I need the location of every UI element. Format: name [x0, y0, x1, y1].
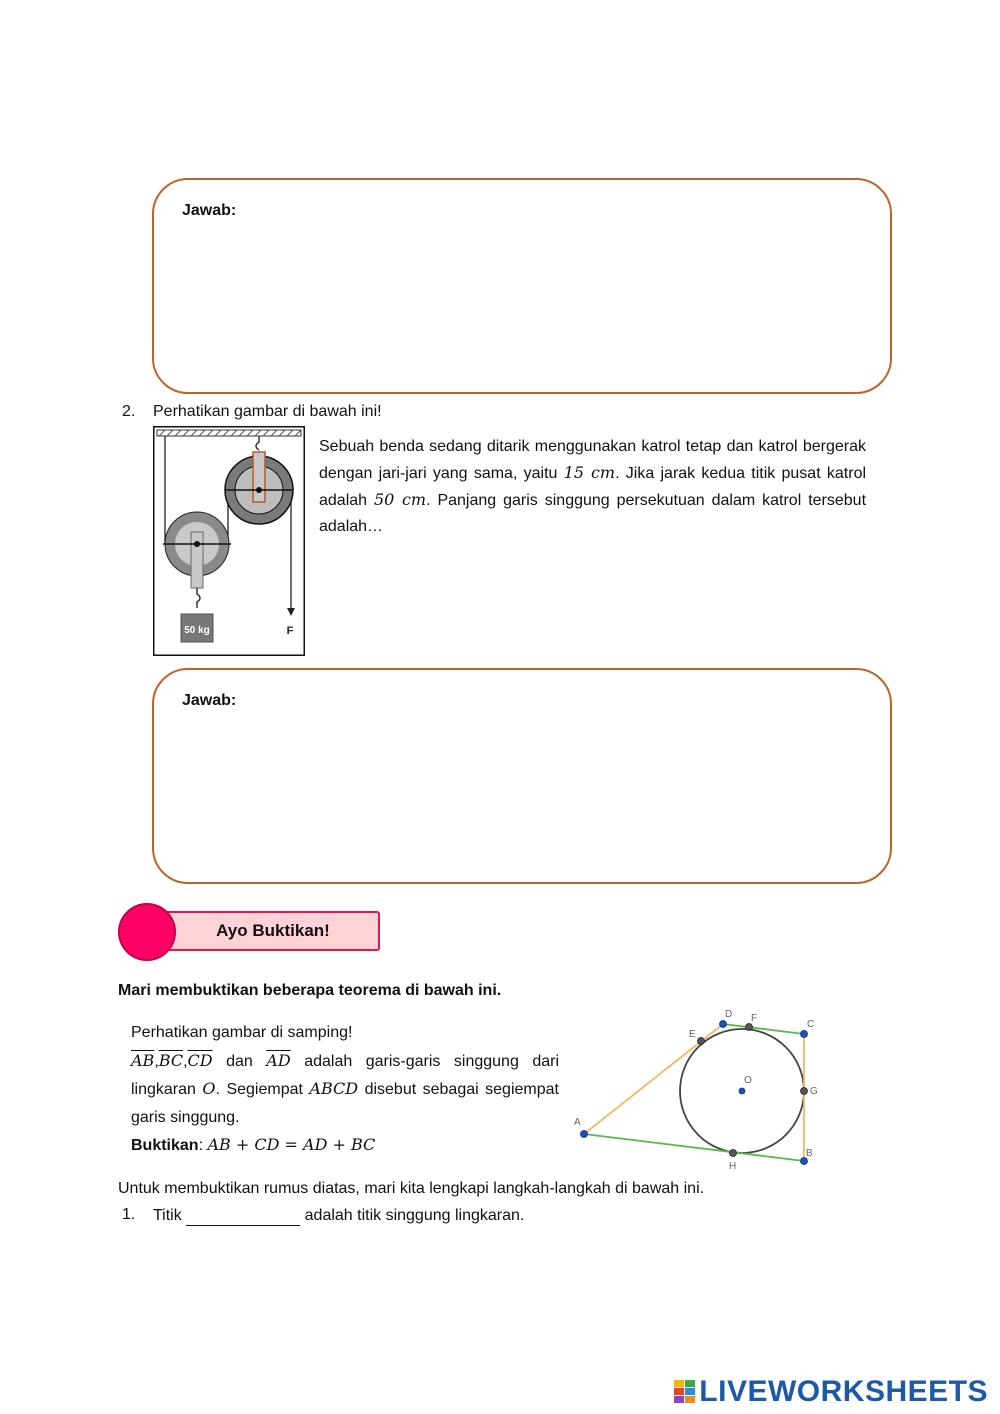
steps-intro: Untuk membuktikan rumus diatas, mari kita lengkapi langkah-langkah di bawah ini. — [118, 1180, 705, 1197]
brand-name: LIVEWORKSHEETS — [699, 1375, 988, 1408]
section-title: Ayo Buktikan! — [158, 911, 380, 951]
liveworksheets-mark-icon — [674, 1380, 696, 1404]
label-g: G — [810, 1086, 818, 1097]
pulley-figure — [153, 426, 305, 656]
answer-label: Jawab: — [182, 202, 237, 219]
label-f: F — [751, 1013, 758, 1024]
section-header — [118, 903, 382, 955]
label-a: A — [574, 1117, 581, 1128]
step-number: 1. — [122, 1206, 136, 1223]
step-1: Titik adalah titik singgung lingkaran. — [153, 1207, 525, 1224]
question-title: Perhatikan gambar di bawah ini! — [153, 403, 382, 420]
prove-formula: AB + CD = AD + BC — [207, 1135, 376, 1154]
label-b: B — [806, 1148, 813, 1159]
answer-box-1 — [152, 178, 892, 394]
distance-value: 50 cm — [374, 490, 427, 509]
question-number: 2. — [122, 403, 136, 420]
question-2-text: Sebuah benda sedang ditarik menggunakan katrol tetap dan katrol bergerak dengan jari-jari yang sama, yaitu 15 cm. Jika jarak kedua titik pusat katrol adalah 50 cm. Panjang garis singgung persekutuan dalam katrol tersebut adalah… — [319, 438, 867, 535]
weight-label: 50 kg — [184, 625, 210, 636]
label-o: O — [744, 1075, 752, 1086]
answer-label: Jawab: — [182, 692, 237, 709]
theorem-text: Perhatikan gambar di samping! $\overline{AB},\overline{BC},\overline{CD}$ dan $\overline{AD}$ adalah garis-garis singgung dari lingkaran O. Segiempat ABCD disebut sebagai segiempat garis singgung. Buktikan: AB + CD = AD + BC — [131, 1019, 559, 1160]
intro-heading: Mari membuktikan beberapa teorema di bawah ini. — [118, 982, 502, 999]
label-e: E — [689, 1029, 696, 1040]
answer-input-1[interactable] — [182, 230, 862, 370]
section-circle-icon — [118, 903, 176, 961]
prove-label: Buktikan — [131, 1137, 199, 1154]
liveworksheets-logo — [674, 1374, 988, 1410]
answer-box-2 — [152, 668, 892, 884]
radius-value: 15 cm — [563, 463, 616, 482]
theorem-line-1: Perhatikan gambar di samping! — [131, 1024, 353, 1041]
answer-input-2[interactable] — [182, 720, 862, 860]
label-c: C — [807, 1019, 815, 1030]
tangent-quadrilateral-diagram — [568, 1006, 830, 1176]
step-1-blank-input[interactable] — [186, 1206, 300, 1226]
label-d: D — [725, 1009, 733, 1020]
force-label: F — [286, 625, 294, 637]
label-h: H — [729, 1161, 737, 1172]
